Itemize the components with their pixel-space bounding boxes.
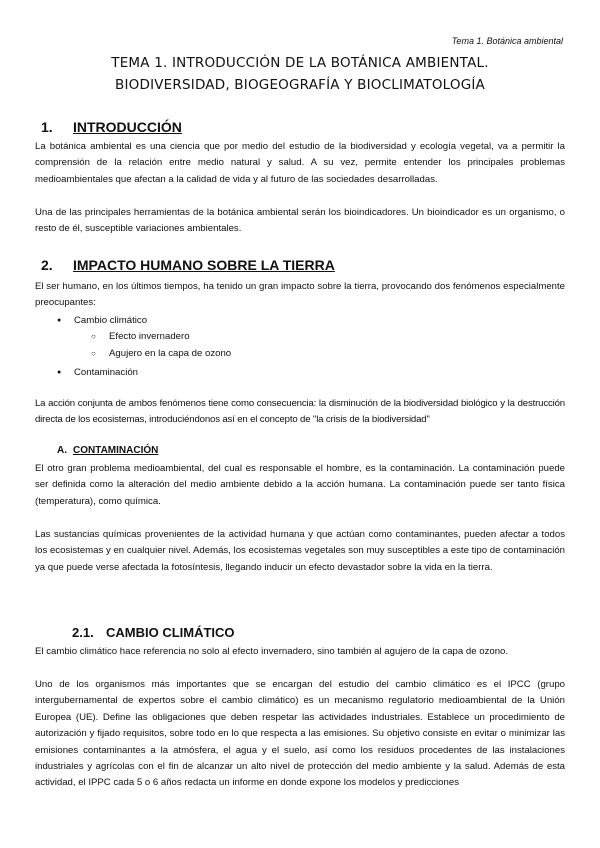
section-number: 2. [41, 257, 53, 273]
paragraph: El cambio climático hace referencia no solo al efecto invernadero, sino también al agujero de la capa de ozono. [35, 646, 509, 657]
list-subitem [57, 346, 231, 362]
section-title: IMPACTO HUMANO SOBRE LA TIERRA [73, 257, 335, 273]
section-number: 1. [41, 119, 53, 135]
section-1-heading [41, 119, 182, 135]
subsection-2-1-heading [72, 625, 235, 640]
subsection-title: CAMBIO CLIMÁTICO [106, 625, 235, 640]
subsection-number: 2.1. [72, 625, 94, 640]
document-title [0, 52, 600, 96]
bullet-hollow-icon: ○ [91, 332, 96, 342]
list-item-label: Cambio climático [74, 315, 148, 326]
paragraph: El otro gran problema medioambiental, del cual es responsable el hombre, es la contaminación. La contaminación puede ser definida como la alteración del medio ambiente debido a la acción humana. La contaminación puede ser tanto física (temperatura), como química. [35, 463, 565, 507]
bullet-filled-icon: ● [57, 369, 62, 377]
list-item-label: Contaminación [74, 367, 138, 379]
subsection-letter: A. [57, 445, 67, 456]
paragraph: Uno de los organismos más importantes que se encargan del estudio del cambio climático es el IPCC (grupo intergubernamental de expertos sobre el cambio climático) es un mecanismo regulatorio medioambiental de la Unión Europea (UE). Define las obligaciones que deben respetar las actividades industriales. Establece un procedimiento de autorización y fijado requisitos, sobre todo en lo que respecta a las emisiones. Su objetivo consiste en evitar o minimizar las emisiones contaminantes a la atmósfera, el agua y el suelo, así como los residuos procedentes de las instalaciones industriales y agrícolas con el fin de alcanzar un alto nivel de protección del medio ambiente y la salud. Además de esta actividad, el IPPC cada 5 o 6 años redacta un informe en donde expone los modelos y predicciones [35, 679, 565, 789]
bullet-filled-icon: ● [57, 317, 62, 324]
paragraph: El ser humano, en los últimos tiempos, ha tenido un gran impacto sobre la tierra, provocando dos fenómenos especialmente preocupantes: [35, 281, 565, 309]
list-subitem [57, 329, 231, 345]
paragraph: Las sustancias químicas provenientes de la actividad humana y que actúan como contaminantes, pueden afectar a todos los ecosistemas y en cualquier nivel. Además, los ecosistemas vegetales son muy susceptibles a este tipo de contaminación ya que puede verse afectada la fotosíntesis, llegando inducir un efecto devastador sobre la vida en la tierra. [35, 529, 565, 573]
document-title-line-2: BIODIVERSIDAD, BIOGEOGRAFÍA Y BIOCLIMATOLOGÍA [115, 77, 485, 93]
list-item-label: Efecto invernadero [109, 331, 190, 343]
paragraph: La botánica ambiental es una ciencia que por medio del estudio de la biodiversidad y ecología vegetal, va a permitir la comprensión de la relación entre medio natural y salud. A su vez, permite entender los principales problemas medioambientales que afectan a la calidad de vida y al futuro de las sociedades desarrolladas. [35, 141, 565, 185]
document-title-line-1: TEMA 1. INTRODUCCIÓN DE LA BOTÁNICA AMBIENTAL. [111, 55, 489, 71]
list-item [57, 365, 231, 381]
paragraph: Una de las principales herramientas de la botánica ambiental serán los bioindicadores. Un bioindicador es un organismo, o resto de él, susceptible variaciones ambientales. [35, 207, 565, 235]
subsection-a-heading [57, 445, 158, 456]
bullet-hollow-icon: ○ [91, 348, 96, 358]
list-item [57, 313, 231, 329]
paragraph: La acción conjunta de ambos fenómenos tiene como consecuencia: la disminución de la biodiversidad biológico y la destrucción directa de los ecosistemas, introduciéndonos así en el concepto de "la crisis de la biodiversidad" [35, 398, 565, 426]
section-2-heading [41, 257, 335, 273]
section-title: INTRODUCCIÓN [73, 119, 182, 135]
list-item-label: Agujero en la capa de ozono [109, 347, 232, 359]
bullet-list [57, 313, 231, 382]
running-header: Tema 1. Botánica ambiental [451, 36, 563, 46]
subsection-title: CONTAMINACIÓN [73, 445, 159, 456]
